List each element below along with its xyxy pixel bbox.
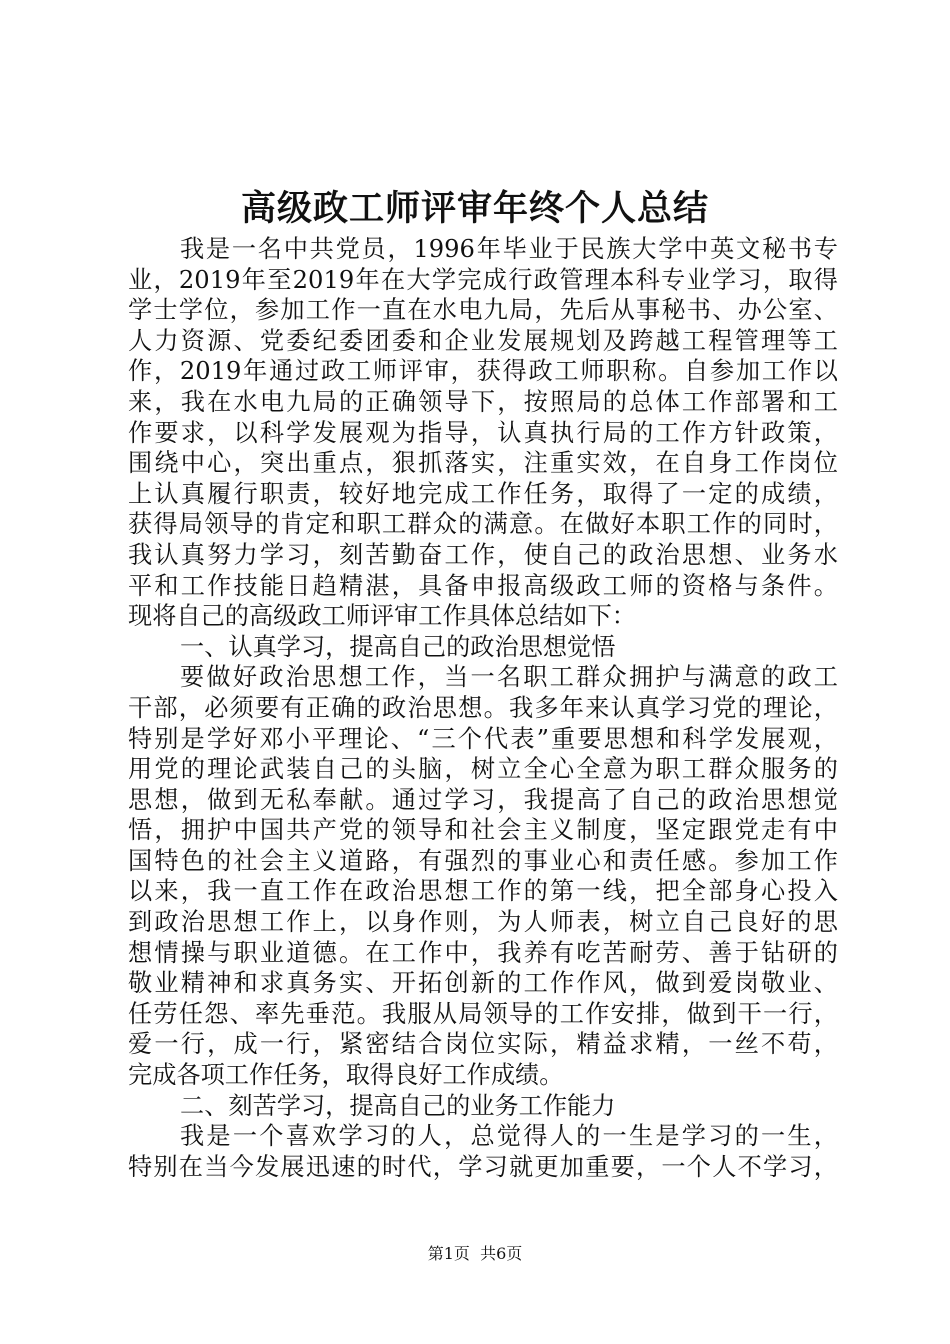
section-heading: 一、认真学习，提高自己的政治思想觉悟 [180,632,616,661]
text-line: 学士学位，参加工作一直在水电九局，先后从事秘书、办公室、 [128,296,838,325]
text-line: 获得局领导的肯定和职工群众的满意。在做好本职工作的同时， [128,510,838,539]
text-line: 要做好政治思想工作，当一名职工群众拥护与满意的政工 [180,663,838,692]
text-line: 作，2019年通过政工师评审，获得政工师职称。自参加工作以 [128,357,838,386]
text-line: 想情操与职业道德。在工作中，我养有吃苦耐劳、善于钻研的 [128,938,838,967]
text-line: 悟，拥护中国共产党的领导和社会主义制度，坚定跟党走有中 [128,816,838,845]
text-line: 我是一名中共党员，1996年毕业于民族大学中英文秘书专 [180,235,838,263]
text-line: 国特色的社会主义道路，有强烈的事业心和责任感。参加工作 [128,846,838,875]
text-line: 特别是学好邓小平理论、“三个代表”重要思想和科学发展观， [128,724,838,753]
text-line: 作要求，以科学发展观为指导，认真执行局的工作方针政策， [128,418,838,447]
text-line: 人力资源、党委纪委团委和企业发展规划及跨越工程管理等工 [128,326,838,355]
text-line: 现将自己的高级政工师评审工作具体总结如下： [128,602,636,631]
page-footer: 第1页 共6页 [427,1244,523,1263]
text-line: 任劳任怨、率先垂范。我服从局领导的工作安排，做到干一行， [128,999,838,1028]
text-line: 来，我在水电九局的正确领导下，按照局的总体工作部署和工 [128,387,838,416]
section-heading: 二、刻苦学习，提高自己的业务工作能力 [180,1091,616,1120]
text-line: 干部，必须要有正确的政治思想。我多年来认真学习党的理论， [128,693,838,722]
document-title: 高级政工师评审年终个人总结 [240,188,709,229]
text-line: 到政治思想工作上，以身作则，为人师表，树立自己良好的思 [128,908,838,937]
text-line: 平和工作技能日趋精湛，具备申报高级政工师的资格与条件。 [128,571,838,600]
text-line: 用党的理论武装自己的头脑，树立全心全意为职工群众服务的 [128,755,838,784]
text-line: 我是一个喜欢学习的人，总觉得人的一生是学习的一生， [180,1122,838,1151]
document-body [128,234,838,1182]
text-line: 上认真履行职责，较好地完成工作任务，取得了一定的成绩， [128,479,838,508]
text-line: 以来，我一直工作在政治思想工作的第一线，把全部身心投入 [128,877,838,906]
text-line: 围绕中心，突出重点，狠抓落实，注重实效，在自身工作岗位 [128,449,838,478]
text-line: 特别在当今发展迅速的时代，学习就更加重要，一个人不学习， [128,1152,838,1181]
text-line: 业，2019年至2019年在大学完成行政管理本科专业学习，取得 [128,265,838,294]
text-line: 敬业精神和求真务实、开拓创新的工作作风，做到爱岗敬业、 [128,969,838,998]
text-line: 爱一行，成一行，紧密结合岗位实际，精益求精，一丝不苟， [128,1030,838,1059]
text-line: 完成各项工作任务，取得良好工作成绩。 [128,1061,564,1090]
text-line: 思想，做到无私奉献。通过学习，我提高了自己的政治思想觉 [128,785,838,814]
text-line: 我认真努力学习，刻苦勤奋工作，使自己的政治思想、业务水 [128,540,838,569]
